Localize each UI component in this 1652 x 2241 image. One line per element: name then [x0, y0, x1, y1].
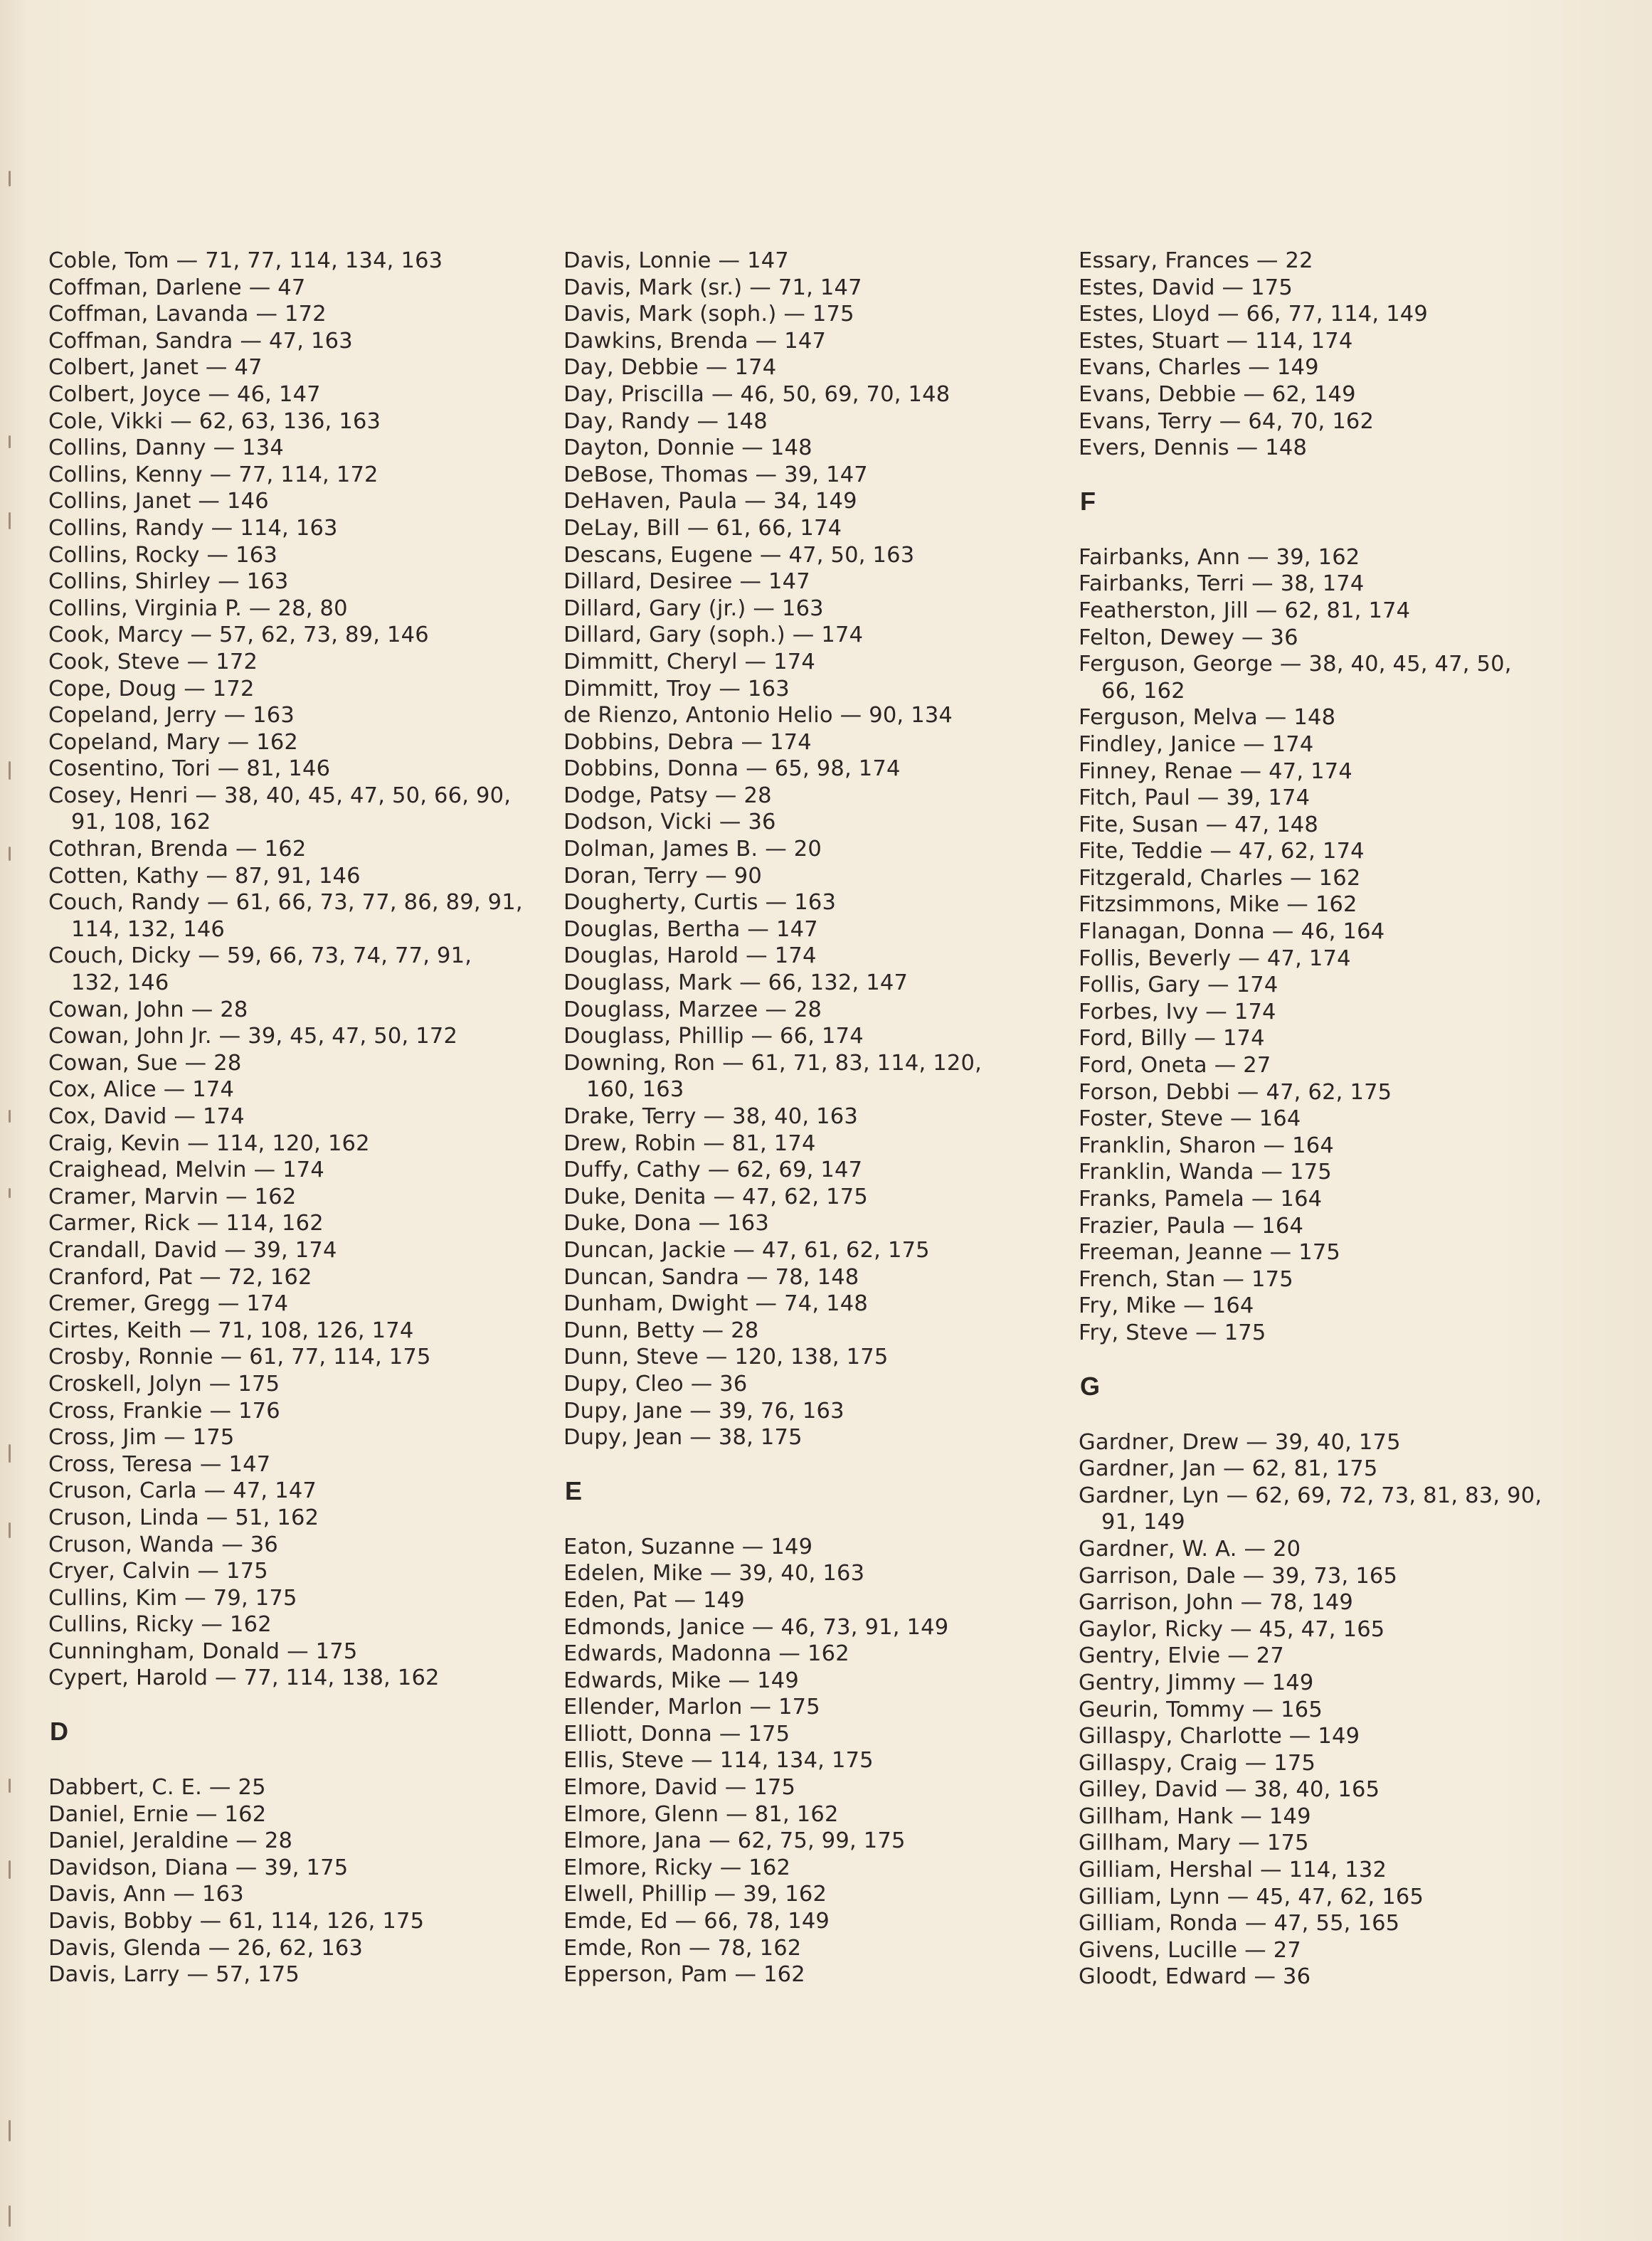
index-entry: Gentry, Elvie — 27 — [1079, 1643, 1285, 1669]
index-entry: Estes, Lloyd — 66, 77, 114, 149 — [1079, 302, 1429, 327]
index-entry: Davis, Lonnie — 147 — [563, 248, 789, 273]
index-entry-continuation: 66, 162 — [1101, 678, 1185, 704]
index-entry: Evers, Dennis — 148 — [1079, 435, 1308, 461]
index-entry: Douglas, Bertha — 147 — [563, 916, 818, 942]
index-entry: Dougherty, Curtis — 163 — [563, 890, 837, 916]
index-entry: Duke, Denita — 47, 62, 175 — [563, 1184, 868, 1209]
index-entry: Colbert, Joyce — 46, 147 — [48, 381, 321, 407]
index-entry-continuation: 114, 132, 146 — [71, 916, 226, 942]
index-entry: Fitzgerald, Charles — 162 — [1079, 865, 1361, 891]
index-entry: French, Stan — 175 — [1079, 1266, 1293, 1292]
index-entry: Collins, Rocky — 163 — [48, 542, 277, 568]
index-entry: Dunn, Betty — 28 — [563, 1318, 759, 1343]
index-entry: Davis, Ann — 163 — [48, 1882, 244, 1907]
index-entry: Cosentino, Tori — 81, 146 — [48, 756, 331, 782]
index-entry: Geurin, Tommy — 165 — [1079, 1697, 1323, 1722]
index-entry: Eden, Pat — 149 — [563, 1587, 745, 1613]
index-entry: Cruson, Carla — 47, 147 — [48, 1478, 317, 1504]
index-entry: Fite, Teddie — 47, 62, 174 — [1079, 839, 1365, 864]
index-entry: Douglas, Harold — 174 — [563, 943, 817, 969]
index-entry: Cox, David — 174 — [48, 1104, 245, 1129]
index-entry: Epperson, Pam — 162 — [563, 1962, 805, 1988]
index-entry: Collins, Randy — 114, 163 — [48, 515, 338, 541]
index-entry: Gardner, Lyn — 62, 69, 72, 73, 81, 83, 90, — [1079, 1483, 1542, 1508]
index-entry: Craig, Kevin — 114, 120, 162 — [48, 1130, 370, 1156]
index-entry: Gillaspy, Charlotte — 149 — [1079, 1724, 1360, 1749]
index-entry: Couch, Randy — 61, 66, 73, 77, 86, 89, 91, — [48, 890, 523, 916]
index-entry: Garrison, Dale — 39, 73, 165 — [1079, 1563, 1398, 1589]
index-entry: Doran, Terry — 90 — [563, 863, 763, 889]
index-entry: Daniel, Ernie — 162 — [48, 1801, 267, 1827]
index-entry: Croskell, Jolyn — 175 — [48, 1371, 280, 1397]
index-entry: Cox, Alice — 174 — [48, 1077, 235, 1103]
index-entry: Franklin, Sharon — 164 — [1079, 1133, 1334, 1158]
index-entry: Carmer, Rick — 114, 162 — [48, 1211, 324, 1236]
index-entry: Ford, Billy — 174 — [1079, 1026, 1265, 1051]
index-entry: Ferguson, Melva — 148 — [1079, 705, 1336, 731]
index-entry: Estes, Stuart — 114, 174 — [1079, 328, 1353, 354]
index-entry: Gilliam, Ronda — 47, 55, 165 — [1079, 1911, 1400, 1937]
index-entry: Evans, Debbie — 62, 149 — [1079, 381, 1356, 407]
index-entry: Cryer, Calvin — 175 — [48, 1559, 268, 1584]
index-entry: Dupy, Jane — 39, 76, 163 — [563, 1398, 844, 1424]
index-entry: Cook, Steve — 172 — [48, 649, 258, 674]
index-entry: Forbes, Ivy — 174 — [1079, 999, 1276, 1024]
index-entry: Flanagan, Donna — 46, 164 — [1079, 919, 1385, 945]
index-entry: Davis, Larry — 57, 175 — [48, 1962, 300, 1988]
index-entry: Elliott, Donna — 175 — [563, 1721, 790, 1747]
index-entry: Dawkins, Brenda — 147 — [563, 328, 827, 354]
index-entry: Davidson, Diana — 39, 175 — [48, 1855, 349, 1880]
index-entry: Cope, Doug — 172 — [48, 676, 255, 701]
index-entry: Day, Priscilla — 46, 50, 69, 70, 148 — [563, 381, 951, 407]
index-entry: Edelen, Mike — 39, 40, 163 — [563, 1561, 865, 1586]
index-entry: Cosey, Henri — 38, 40, 45, 47, 50, 66, 90, — [48, 783, 512, 808]
index-entry: Freeman, Jeanne — 175 — [1079, 1240, 1341, 1266]
index-entry: Cowan, John Jr. — 39, 45, 47, 50, 172 — [48, 1024, 458, 1049]
index-entry: Cunningham, Donald — 175 — [48, 1638, 358, 1664]
index-entry: Gilliam, Hershal — 114, 132 — [1079, 1858, 1387, 1883]
index-column-3 — [1079, 248, 1577, 1991]
index-entry: Cook, Marcy — 57, 62, 73, 89, 146 — [48, 622, 429, 648]
index-entry: Givens, Lucille — 27 — [1079, 1937, 1301, 1963]
index-entry: Downing, Ron — 61, 71, 83, 114, 120, — [563, 1050, 982, 1076]
index-entry: Daniel, Jeraldine — 28 — [48, 1828, 293, 1854]
index-entry: Featherston, Jill — 62, 81, 174 — [1079, 598, 1411, 623]
index-entry: Dayton, Donnie — 148 — [563, 435, 812, 461]
index-entry: Dupy, Jean — 38, 175 — [563, 1425, 803, 1451]
index-entry-continuation: 160, 163 — [586, 1077, 684, 1103]
index-entry: Duncan, Jackie — 47, 61, 62, 175 — [563, 1237, 930, 1263]
index-entry: Dolman, James B. — 20 — [563, 837, 822, 862]
index-entry: Cullins, Ricky — 162 — [48, 1612, 272, 1638]
index-entry: Gloodt, Edward — 36 — [1079, 1964, 1311, 1990]
index-entry: Crandall, David — 39, 174 — [48, 1237, 337, 1263]
section-letter-f: F — [1080, 486, 1096, 516]
index-entry: Foster, Steve — 164 — [1079, 1106, 1301, 1132]
index-entry: Ford, Oneta — 27 — [1079, 1053, 1271, 1079]
index-entry: Eaton, Suzanne — 149 — [563, 1534, 813, 1559]
index-entry: Coble, Tom — 71, 77, 114, 134, 163 — [48, 248, 443, 273]
index-entry: Forson, Debbi — 47, 62, 175 — [1079, 1079, 1392, 1105]
index-entry: Coffman, Sandra — 47, 163 — [48, 328, 353, 354]
index-entry: Estes, David — 175 — [1079, 275, 1293, 300]
index-entry: DeLay, Bill — 61, 66, 174 — [563, 515, 842, 541]
index-entry: Dunn, Steve — 120, 138, 175 — [563, 1345, 889, 1370]
index-entry: de Rienzo, Antonio Helio — 90, 134 — [563, 703, 953, 729]
index-entry: Follis, Beverly — 47, 174 — [1079, 945, 1351, 971]
index-entry: Dabbert, C. E. — 25 — [48, 1775, 266, 1801]
index-entry: Collins, Danny — 134 — [48, 435, 284, 461]
index-entry: Gardner, W. A. — 20 — [1079, 1536, 1301, 1562]
index-entry: Elmore, Ricky — 162 — [563, 1855, 791, 1880]
index-entry: Crosby, Ronnie — 61, 77, 114, 175 — [48, 1345, 431, 1370]
index-entry: Drake, Terry — 38, 40, 163 — [563, 1104, 858, 1129]
index-entry: Cruson, Linda — 51, 162 — [48, 1505, 319, 1530]
index-entry: Gardner, Drew — 39, 40, 175 — [1079, 1429, 1401, 1455]
index-entry: Fitch, Paul — 39, 174 — [1079, 785, 1311, 811]
index-entry: Dimmitt, Cheryl — 174 — [563, 649, 815, 674]
index-entry: Davis, Mark (sr.) — 71, 147 — [563, 275, 862, 300]
index-entry: Dillard, Gary (jr.) — 163 — [563, 595, 824, 621]
index-entry: Collins, Virginia P. — 28, 80 — [48, 595, 348, 621]
index-entry: Edmonds, Janice — 46, 73, 91, 149 — [563, 1614, 949, 1640]
index-entry: Elmore, David — 175 — [563, 1775, 796, 1801]
index-entry: Findley, Janice — 174 — [1079, 731, 1314, 757]
index-entry: Evans, Terry — 64, 70, 162 — [1079, 408, 1375, 434]
index-entry: Colbert, Janet — 47 — [48, 355, 263, 381]
index-entry: Evans, Charles — 149 — [1079, 355, 1319, 381]
index-entry: Drew, Robin — 81, 174 — [563, 1130, 816, 1156]
index-entry: Collins, Shirley — 163 — [48, 569, 289, 595]
index-entry: Cross, Teresa — 147 — [48, 1451, 271, 1477]
index-entry: DeBose, Thomas — 39, 147 — [563, 462, 868, 487]
index-entry: Fairbanks, Ann — 39, 162 — [1079, 544, 1360, 570]
index-entry: Fitzsimmons, Mike — 162 — [1079, 892, 1357, 918]
index-entry: Elwell, Phillip — 39, 162 — [563, 1882, 827, 1907]
index-entry: Felton, Dewey — 36 — [1079, 625, 1298, 650]
index-entry: Coffman, Lavanda — 172 — [48, 302, 327, 327]
index-entry: Dodge, Patsy — 28 — [563, 783, 772, 808]
index-entry: Frazier, Paula — 164 — [1079, 1213, 1304, 1239]
index-entry: Cothran, Brenda — 162 — [48, 837, 307, 862]
index-entry: Duncan, Sandra — 78, 148 — [563, 1264, 859, 1290]
index-entry: Couch, Dicky — 59, 66, 73, 74, 77, 91, — [48, 943, 472, 969]
index-entry: Cross, Jim — 175 — [48, 1425, 235, 1451]
index-entry: Finney, Renae — 47, 174 — [1079, 758, 1352, 784]
index-entry: Dodson, Vicki — 36 — [563, 810, 776, 835]
index-entry: Cowan, John — 28 — [48, 997, 248, 1022]
index-entry: Collins, Janet — 146 — [48, 489, 269, 514]
index-entry: Davis, Mark (soph.) — 175 — [563, 302, 854, 327]
index-entry: Ellender, Marlon — 175 — [563, 1695, 820, 1720]
index-entry: Davis, Bobby — 61, 114, 126, 175 — [48, 1909, 425, 1934]
index-entry: DeHaven, Paula — 34, 149 — [563, 489, 857, 514]
index-entry: Dillard, Desiree — 147 — [563, 569, 810, 595]
index-entry: Duke, Dona — 163 — [563, 1211, 770, 1236]
index-entry: Gillham, Mary — 175 — [1079, 1831, 1309, 1856]
binding-edge — [4, 0, 18, 2241]
index-entry-continuation: 132, 146 — [71, 970, 169, 996]
index-entry: Fry, Mike — 164 — [1079, 1293, 1254, 1319]
index-entry: Dobbins, Donna — 65, 98, 174 — [563, 756, 901, 782]
index-entry: Davis, Glenda — 26, 62, 163 — [48, 1935, 364, 1961]
index-entry: Gillham, Hank — 149 — [1079, 1803, 1311, 1829]
index-entry: Dunham, Dwight — 74, 148 — [563, 1291, 868, 1317]
index-entry: Cramer, Marvin — 162 — [48, 1184, 297, 1209]
index-entry: Essary, Frances — 22 — [1079, 248, 1313, 273]
index-entry-continuation: 91, 149 — [1101, 1510, 1185, 1535]
index-entry: Fairbanks, Terri — 38, 174 — [1079, 571, 1365, 597]
index-entry: Douglass, Mark — 66, 132, 147 — [563, 970, 909, 996]
index-entry: Cranford, Pat — 72, 162 — [48, 1264, 312, 1290]
section-letter-d: D — [50, 1717, 68, 1747]
index-entry: Cruson, Wanda — 36 — [48, 1532, 279, 1557]
index-entry: Gaylor, Ricky — 45, 47, 165 — [1079, 1616, 1385, 1642]
index-entry: Cirtes, Keith — 71, 108, 126, 174 — [48, 1318, 414, 1343]
index-entry: Descans, Eugene — 47, 50, 163 — [563, 542, 915, 568]
index-entry: Gillaspy, Craig — 175 — [1079, 1750, 1316, 1776]
index-entry: Craighead, Melvin — 174 — [48, 1157, 325, 1183]
section-letter-g: G — [1080, 1371, 1101, 1401]
index-entry: Gentry, Jimmy — 149 — [1079, 1670, 1314, 1695]
index-entry: Ferguson, George — 38, 40, 45, 47, 50, — [1079, 652, 1512, 677]
index-entry: Fite, Susan — 47, 148 — [1079, 812, 1319, 837]
index-entry: Fry, Steve — 175 — [1079, 1320, 1266, 1345]
index-entry: Cullins, Kim — 79, 175 — [48, 1585, 297, 1611]
index-entry-continuation: 91, 108, 162 — [71, 810, 211, 835]
index-entry: Copeland, Jerry — 163 — [48, 703, 295, 729]
index-entry: Emde, Ron — 78, 162 — [563, 1935, 802, 1961]
index-entry: Collins, Kenny — 77, 114, 172 — [48, 462, 378, 487]
index-entry: Day, Randy — 148 — [563, 408, 768, 434]
index-entry: Elmore, Jana — 62, 75, 99, 175 — [563, 1828, 906, 1854]
index-entry: Cremer, Gregg — 174 — [48, 1291, 289, 1317]
index-entry: Follis, Gary — 174 — [1079, 973, 1278, 998]
section-letter-e: E — [565, 1476, 583, 1505]
index-column-1 — [48, 248, 532, 1988]
index-entry: Douglass, Phillip — 66, 174 — [563, 1024, 864, 1049]
index-entry: Ellis, Steve — 114, 134, 175 — [563, 1748, 874, 1774]
index-entry: Dupy, Cleo — 36 — [563, 1371, 748, 1397]
index-entry: Gilley, David — 38, 40, 165 — [1079, 1777, 1380, 1803]
index-entry: Edwards, Mike — 149 — [563, 1668, 799, 1693]
index-entry: Cotten, Kathy — 87, 91, 146 — [48, 863, 361, 889]
index-entry: Franklin, Wanda — 175 — [1079, 1160, 1332, 1185]
index-entry: Dobbins, Debra — 174 — [563, 729, 812, 755]
index-entry: Elmore, Glenn — 81, 162 — [563, 1801, 839, 1827]
index-entry: Gilliam, Lynn — 45, 47, 62, 165 — [1079, 1884, 1424, 1909]
index-entry: Cypert, Harold — 77, 114, 138, 162 — [48, 1665, 440, 1691]
index-entry: Garrison, John — 78, 149 — [1079, 1590, 1354, 1616]
index-entry: Dimmitt, Troy — 163 — [563, 676, 790, 701]
index-entry: Duffy, Cathy — 62, 69, 147 — [563, 1157, 863, 1183]
index-entry: Edwards, Madonna — 162 — [563, 1641, 849, 1667]
index-entry: Douglass, Marzee — 28 — [563, 997, 822, 1022]
index-entry: Emde, Ed — 66, 78, 149 — [563, 1909, 830, 1934]
index-entry: Cowan, Sue — 28 — [48, 1050, 242, 1076]
index-column-2 — [563, 248, 1054, 1988]
index-entry: Cross, Frankie — 176 — [48, 1398, 280, 1424]
index-entry: Franks, Pamela — 164 — [1079, 1187, 1323, 1212]
index-entry: Copeland, Mary — 162 — [48, 729, 299, 755]
index-entry: Cole, Vikki — 62, 63, 136, 163 — [48, 408, 381, 434]
index-entry: Day, Debbie — 174 — [563, 355, 777, 381]
index-entry: Coffman, Darlene — 47 — [48, 275, 306, 300]
index-entry: Dillard, Gary (soph.) — 174 — [563, 622, 864, 648]
index-entry: Gardner, Jan — 62, 81, 175 — [1079, 1456, 1378, 1482]
